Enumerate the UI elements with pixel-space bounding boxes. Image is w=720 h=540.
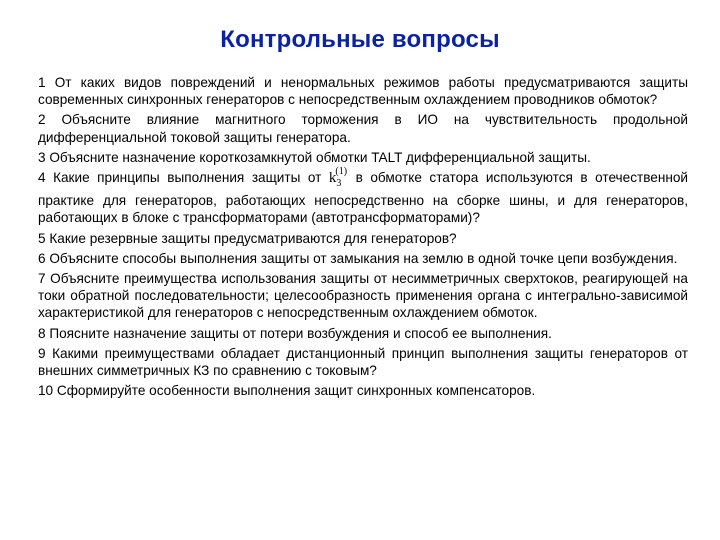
formula-superscript: (1) <box>335 166 348 178</box>
question-2: 2 Объясните влияние магнитного торможения в ИО на чувствительность продольной дифференциальной токовой защиты генератора. <box>38 112 688 145</box>
question-8: 8 Поясните назначение защиты от потери возбуждения и способ ее выполнения. <box>38 325 552 341</box>
slide-title: Контрольные вопросы <box>220 26 500 53</box>
question-1: 1 От каких видов повреждений и ненормальных режимов работы предусматриваются защиты современных синхронных генераторов с непосредственным охлаждением проводников обмоток? <box>38 75 688 108</box>
question-4-after: в обмотке статора используются в отечественной практике для генераторов, работающих непосредственно на сборке шины, и для генераторов, работающих в блоке с трансформаторами (автотрансформаторами)? <box>38 170 689 226</box>
questions-list <box>38 74 688 402</box>
fault-formula <box>328 166 348 192</box>
question-3: 3 Объясните назначение короткозамкнутой обмотки TALT дифференциальной защиты. <box>38 149 591 165</box>
formula-base: k <box>328 170 337 187</box>
question-10: 10 Сформируйте особенности выполнения защит синхронных компенсаторов. <box>38 383 536 399</box>
question-9: 9 Какими преимуществами обладает дистанционный принцип выполнения защиты генераторов от внешних симметричных КЗ по сравнению с токовым? <box>38 345 688 379</box>
formula-subscript: 3 <box>336 178 342 190</box>
question-6: 6 Объясните способы выполнения защиты от замыкания на землю в одной точке цепи возбуждения. <box>38 250 678 266</box>
question-5: 5 Какие резервные защиты предусматриваются для генераторов? <box>38 230 457 246</box>
question-4 <box>38 166 689 227</box>
question-4-before: 4 Какие принципы выполнения защиты от <box>38 170 322 186</box>
question-7: 7 Объясните преимущества использования защиты от несимметричных сверхтоков, реагирующей на токи обратной последовательности; целесообразность применения органа с интегрально-зависимой характеристикой для генераторов с непосредственным охлаждением обмоток. <box>38 271 688 321</box>
